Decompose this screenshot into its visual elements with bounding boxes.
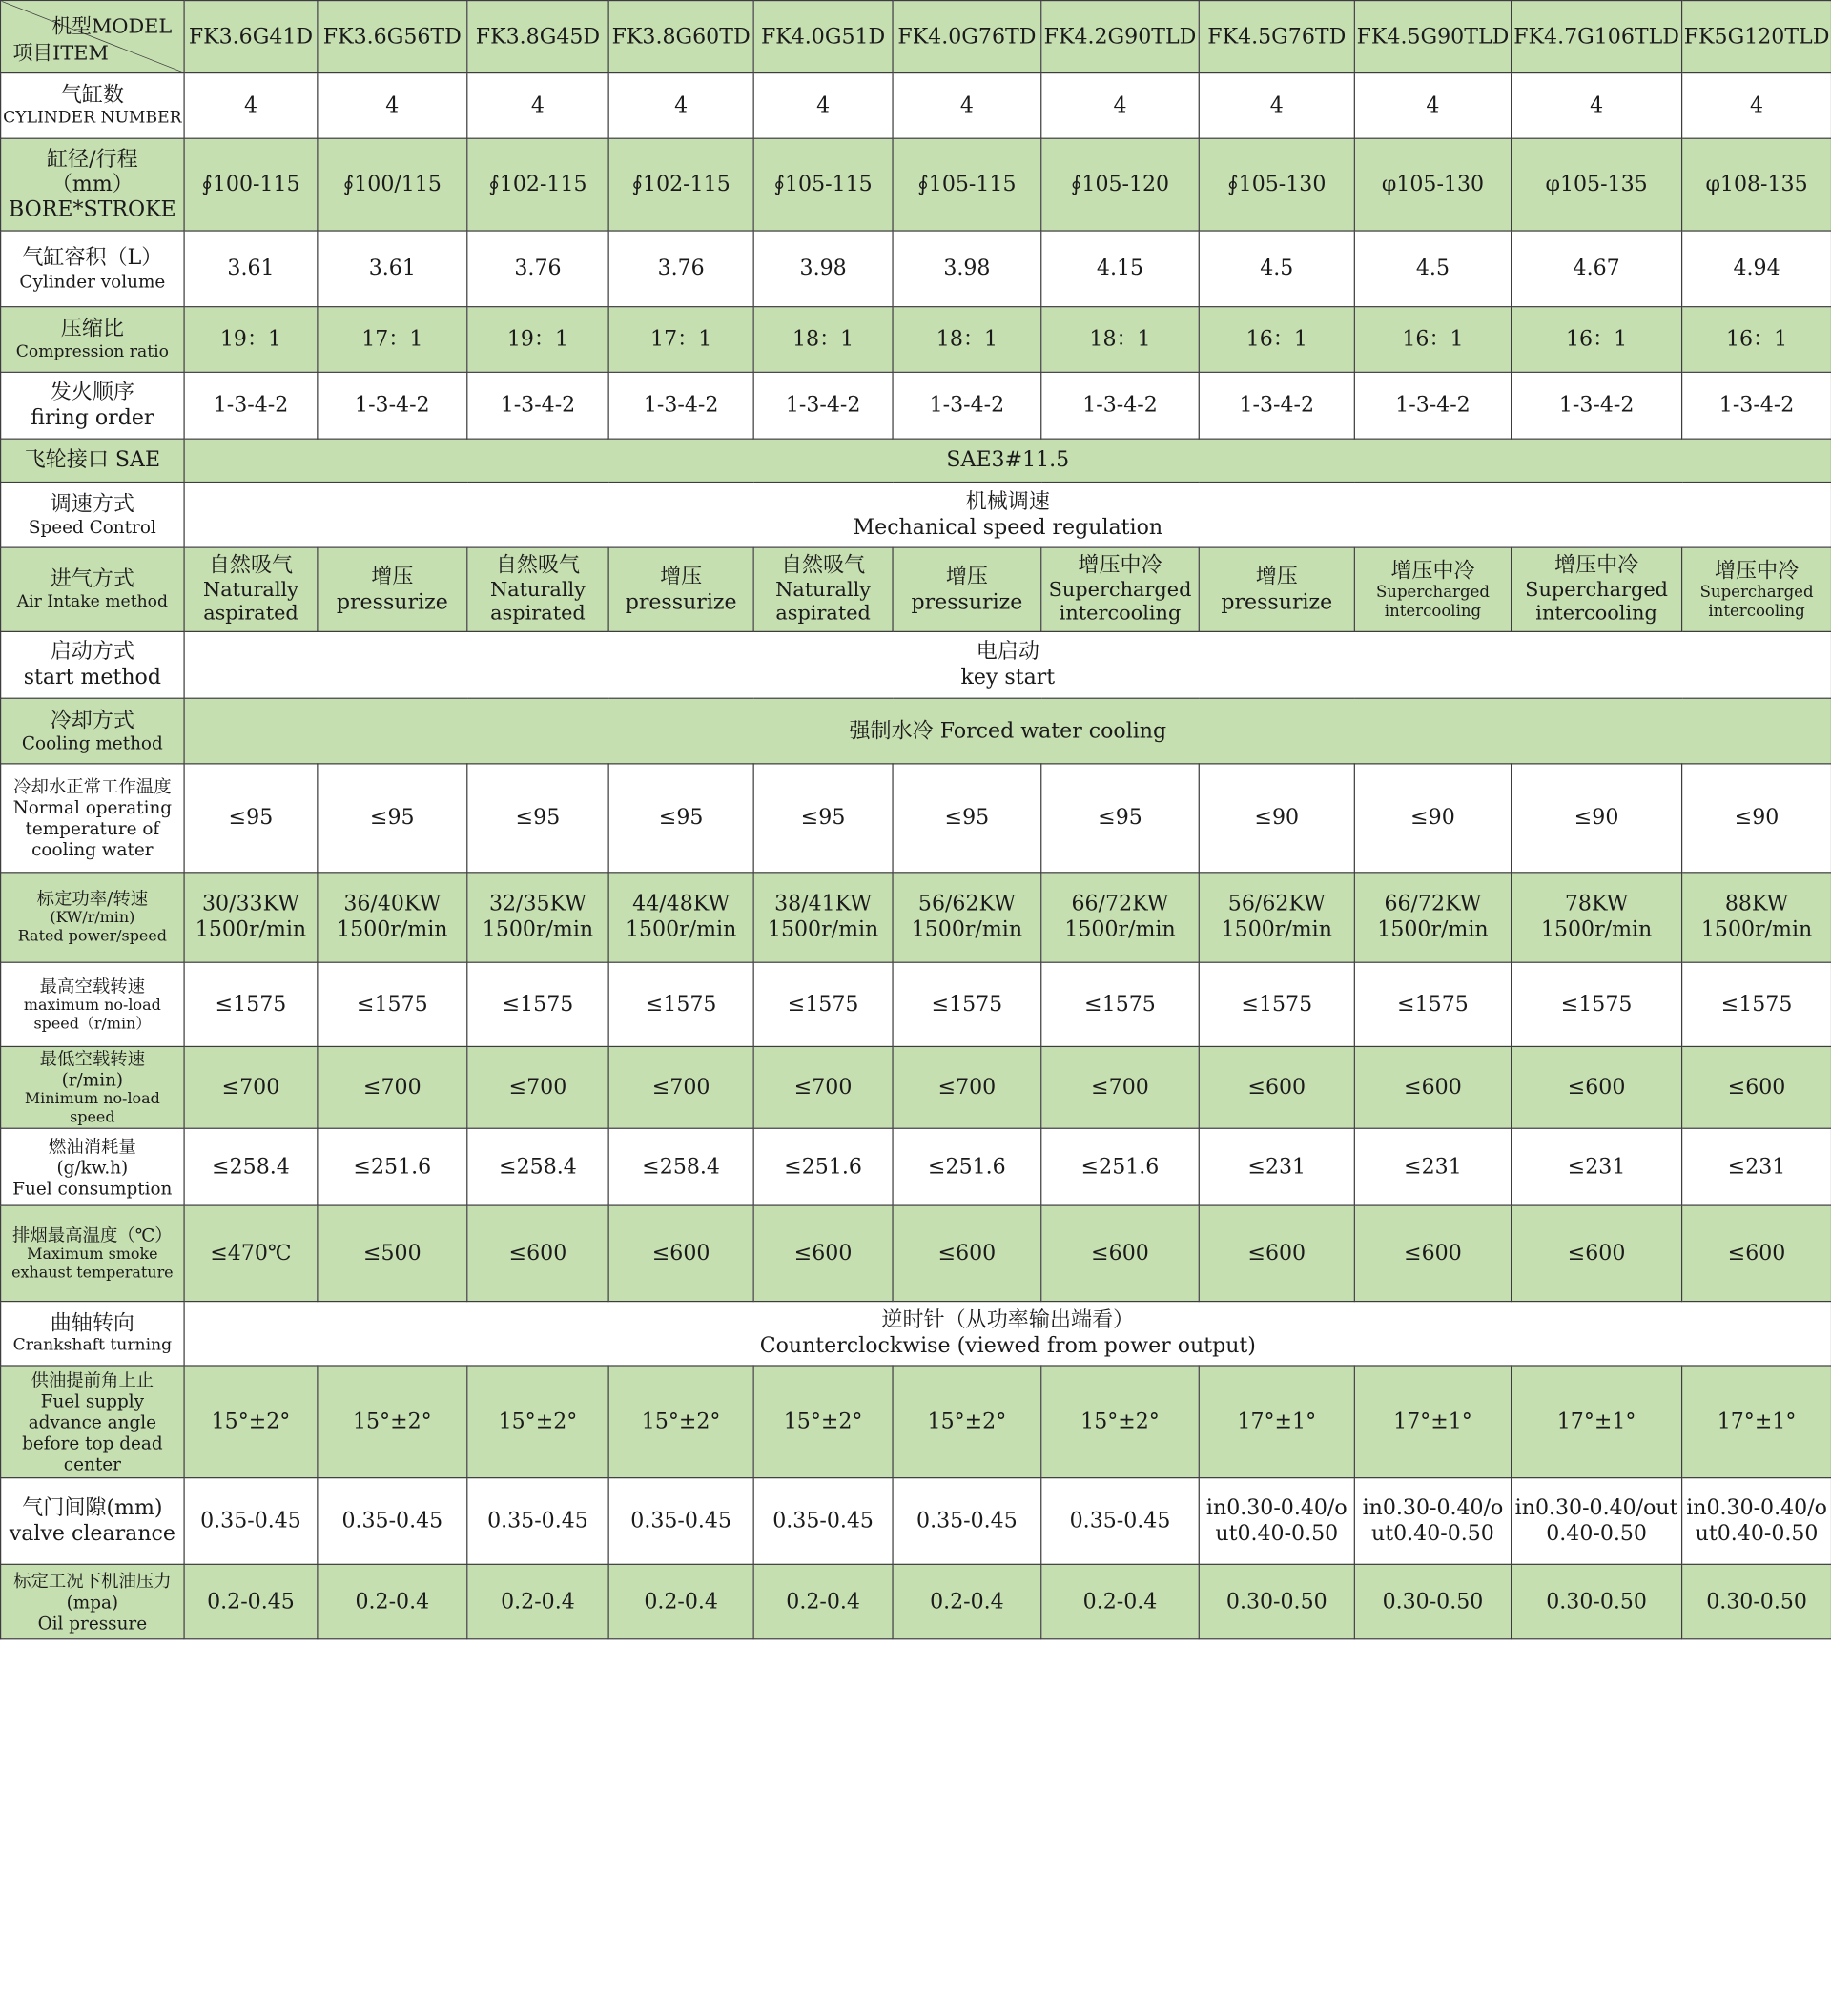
max-noload-speed-row bbox=[1, 962, 1831, 1046]
spec-cell: ≤1575 bbox=[608, 962, 753, 1046]
spec-cell: 15°±2° bbox=[893, 1366, 1041, 1478]
spec-cell: 3.76 bbox=[608, 231, 753, 307]
spec-cell: 16：1 bbox=[1199, 307, 1354, 373]
spec-cell: 0.35-0.45 bbox=[467, 1478, 608, 1565]
min-noload-speed-row bbox=[1, 1046, 1831, 1128]
spec-cell: ≤600 bbox=[1354, 1046, 1511, 1128]
spec-cell: 0.35-0.45 bbox=[318, 1478, 467, 1565]
spec-cell: 66/72KW 1500r/min bbox=[1041, 873, 1200, 962]
spec-cell: ≤251.6 bbox=[1041, 1128, 1200, 1205]
spec-cell: 15°±2° bbox=[467, 1366, 608, 1478]
spec-cell: 17：1 bbox=[318, 307, 467, 373]
spec-cell: 1-3-4-2 bbox=[1199, 372, 1354, 439]
spec-cell: 44/48KW 1500r/min bbox=[608, 873, 753, 962]
spec-cell: ≤700 bbox=[893, 1046, 1041, 1128]
spec-cell: ∮105-115 bbox=[893, 138, 1041, 231]
spec-cell: 17°±1° bbox=[1682, 1366, 1831, 1478]
spec-cell: ∮105-120 bbox=[1041, 138, 1200, 231]
row-label: 气缸容积（L） Cylinder volume bbox=[1, 231, 184, 307]
spec-cell: ≤90 bbox=[1199, 764, 1354, 873]
spec-cell: ≤1575 bbox=[1041, 962, 1200, 1046]
spec-cell: ≤600 bbox=[1041, 1205, 1200, 1301]
model-header: FK4.7G106TLD bbox=[1512, 1, 1682, 73]
spec-cell: in0.30-0.40/out0.40-0.50 bbox=[1199, 1478, 1354, 1565]
spec-cell: 0.2-0.4 bbox=[467, 1564, 608, 1638]
row-label: 飞轮接口 SAE bbox=[1, 439, 184, 482]
spec-cell: 0.35-0.45 bbox=[184, 1478, 318, 1565]
spec-cell: ≤231 bbox=[1682, 1128, 1831, 1205]
spec-cell: ≤95 bbox=[318, 764, 467, 873]
spec-cell: 0.35-0.45 bbox=[893, 1478, 1041, 1565]
row-label: 曲轴转向 Crankshaft turning bbox=[1, 1302, 184, 1366]
spec-cell: ≤231 bbox=[1512, 1128, 1682, 1205]
spec-cell: ≤600 bbox=[1682, 1205, 1831, 1301]
spec-cell: ≤470℃ bbox=[184, 1205, 318, 1301]
row-label: 排烟最高温度（℃） Maximum smoke exhaust temperature bbox=[1, 1205, 184, 1301]
spec-cell: 38/41KW 1500r/min bbox=[753, 873, 893, 962]
spec-cell: 17：1 bbox=[608, 307, 753, 373]
spec-cell: ≤231 bbox=[1354, 1128, 1511, 1205]
spec-cell: 1-3-4-2 bbox=[1354, 372, 1511, 439]
crankshaft-turning-value: 逆时针（从功率输出端看） Counterclockwise (viewed from power output) bbox=[184, 1302, 1831, 1366]
spec-cell: ∮100/115 bbox=[318, 138, 467, 231]
spec-cell: ≤1575 bbox=[184, 962, 318, 1046]
spec-cell: 15°±2° bbox=[753, 1366, 893, 1478]
spec-cell: ≤600 bbox=[1199, 1046, 1354, 1128]
fuel-consumption-row bbox=[1, 1128, 1831, 1205]
spec-cell: ∮102-115 bbox=[608, 138, 753, 231]
spec-cell: 19：1 bbox=[467, 307, 608, 373]
speed-control-row bbox=[1, 483, 1831, 548]
spec-cell: ≤1575 bbox=[467, 962, 608, 1046]
spec-cell: 4 bbox=[753, 73, 893, 139]
row-label: 启动方式 start method bbox=[1, 631, 184, 698]
spec-cell: 16：1 bbox=[1682, 307, 1831, 373]
spec-cell: ≤95 bbox=[893, 764, 1041, 873]
spec-cell: ≤700 bbox=[318, 1046, 467, 1128]
row-label: 最高空载转速 maximum no-load speed（r/min） bbox=[1, 962, 184, 1046]
spec-cell: ≤95 bbox=[753, 764, 893, 873]
spec-cell: 4.67 bbox=[1512, 231, 1682, 307]
cooling-method-row bbox=[1, 698, 1831, 764]
header-row bbox=[1, 1, 1831, 73]
spec-cell: ≤600 bbox=[1354, 1205, 1511, 1301]
model-header: FK4.0G76TD bbox=[893, 1, 1041, 73]
spec-cell: φ105-135 bbox=[1512, 138, 1682, 231]
compression-ratio-row bbox=[1, 307, 1831, 373]
spec-cell: 3.98 bbox=[893, 231, 1041, 307]
spec-cell: 0.2-0.4 bbox=[753, 1564, 893, 1638]
oil-pressure-row bbox=[1, 1564, 1831, 1638]
spec-cell: 4 bbox=[1512, 73, 1682, 139]
row-label: 气门间隙(mm) valve clearance bbox=[1, 1478, 184, 1565]
spec-cell: 1-3-4-2 bbox=[318, 372, 467, 439]
spec-cell: 0.2-0.4 bbox=[318, 1564, 467, 1638]
intake-cell: 增压 pressurize bbox=[1199, 547, 1354, 631]
row-label: 冷却方式 Cooling method bbox=[1, 698, 184, 764]
spec-cell: 15°±2° bbox=[1041, 1366, 1200, 1478]
spec-cell: ≤258.4 bbox=[184, 1128, 318, 1205]
spec-cell: ≤251.6 bbox=[753, 1128, 893, 1205]
model-header: FK3.8G45D bbox=[467, 1, 608, 73]
spec-cell: 18：1 bbox=[753, 307, 893, 373]
corner-header-cell bbox=[1, 1, 184, 73]
cooling-method-value: 强制水冷 Forced water cooling bbox=[184, 698, 1831, 764]
spec-cell: 0.2-0.4 bbox=[893, 1564, 1041, 1638]
spec-cell: 0.2-0.4 bbox=[1041, 1564, 1200, 1638]
spec-cell: 1-3-4-2 bbox=[1512, 372, 1682, 439]
spec-cell: in0.30-0.40/out0.40-0.50 bbox=[1354, 1478, 1511, 1565]
rated-power-row bbox=[1, 873, 1831, 962]
row-label: 标定功率/转速 (KW/r/min) Rated power/speed bbox=[1, 873, 184, 962]
spec-cell: 4.5 bbox=[1199, 231, 1354, 307]
intake-cell: 增压中冷 Supercharged intercooling bbox=[1041, 547, 1200, 631]
spec-cell: 1-3-4-2 bbox=[1041, 372, 1200, 439]
spec-cell: 1-3-4-2 bbox=[753, 372, 893, 439]
spec-cell: ∮105-130 bbox=[1199, 138, 1354, 231]
spec-cell: ≤95 bbox=[184, 764, 318, 873]
spec-cell: 4.15 bbox=[1041, 231, 1200, 307]
corner-model-label: 机型MODEL bbox=[51, 14, 173, 39]
spec-cell: 4 bbox=[184, 73, 318, 139]
spec-cell: 4 bbox=[1199, 73, 1354, 139]
spec-cell: 18：1 bbox=[1041, 307, 1200, 373]
spec-cell: 1-3-4-2 bbox=[184, 372, 318, 439]
row-label: 进气方式 Air Intake method bbox=[1, 547, 184, 631]
spec-cell: ≤600 bbox=[753, 1205, 893, 1301]
start-method-row bbox=[1, 631, 1831, 698]
spec-cell: ≤600 bbox=[608, 1205, 753, 1301]
exhaust-temperature-row bbox=[1, 1205, 1831, 1301]
spec-cell: ≤95 bbox=[608, 764, 753, 873]
corner-item-label: 项目ITEM bbox=[12, 41, 109, 66]
model-header: FK4.5G76TD bbox=[1199, 1, 1354, 73]
spec-cell: 15°±2° bbox=[608, 1366, 753, 1478]
intake-cell: 增压中冷 Supercharged intercooling bbox=[1354, 547, 1511, 631]
model-header: FK5G120TLD bbox=[1682, 1, 1831, 73]
spec-cell: ≤1575 bbox=[1199, 962, 1354, 1046]
valve-clearance-row bbox=[1, 1478, 1831, 1565]
spec-cell: 1-3-4-2 bbox=[1682, 372, 1831, 439]
spec-cell: ≤90 bbox=[1354, 764, 1511, 873]
intake-cell: 增压中冷 Supercharged intercooling bbox=[1682, 547, 1831, 631]
air-intake-row bbox=[1, 547, 1831, 631]
spec-cell: ∮100-115 bbox=[184, 138, 318, 231]
spec-cell: ≤700 bbox=[608, 1046, 753, 1128]
spec-cell: 1-3-4-2 bbox=[893, 372, 1041, 439]
intake-cell: 增压 pressurize bbox=[608, 547, 753, 631]
spec-cell: ≤1575 bbox=[318, 962, 467, 1046]
row-label: 最低空载转速 (r/min) Minimum no-load speed bbox=[1, 1046, 184, 1128]
intake-cell: 增压 pressurize bbox=[318, 547, 467, 631]
spec-cell: 16：1 bbox=[1354, 307, 1511, 373]
crankshaft-turning-row bbox=[1, 1302, 1831, 1366]
spec-cell: 0.2-0.4 bbox=[608, 1564, 753, 1638]
spec-cell: 17°±1° bbox=[1512, 1366, 1682, 1478]
row-label: 标定工况下机油压力 (mpa) Oil pressure bbox=[1, 1564, 184, 1638]
flywheel-value: SAE3#11.5 bbox=[184, 439, 1831, 482]
spec-cell: ≤95 bbox=[467, 764, 608, 873]
spec-cell: 0.30-0.50 bbox=[1354, 1564, 1511, 1638]
spec-cell: φ108-135 bbox=[1682, 138, 1831, 231]
spec-cell: ≤258.4 bbox=[467, 1128, 608, 1205]
intake-cell: 自然吸气 Naturally aspirated bbox=[467, 547, 608, 631]
spec-cell: ≤90 bbox=[1512, 764, 1682, 873]
spec-cell: 4 bbox=[893, 73, 1041, 139]
spec-cell: 16：1 bbox=[1512, 307, 1682, 373]
spec-cell: 3.98 bbox=[753, 231, 893, 307]
row-label: 燃油消耗量 (g/kw.h) Fuel consumption bbox=[1, 1128, 184, 1205]
model-header: FK4.2G90TLD bbox=[1041, 1, 1200, 73]
spec-cell: 0.2-0.45 bbox=[184, 1564, 318, 1638]
bore-stroke-row bbox=[1, 138, 1831, 231]
spec-cell: 0.35-0.45 bbox=[753, 1478, 893, 1565]
speed-control-value: 机械调速 Mechanical speed regulation bbox=[184, 483, 1831, 548]
cylinder-volume-row bbox=[1, 231, 1831, 307]
spec-cell: φ105-130 bbox=[1354, 138, 1511, 231]
spec-cell: ∮105-115 bbox=[753, 138, 893, 231]
spec-cell: 3.76 bbox=[467, 231, 608, 307]
spec-cell: ≤1575 bbox=[1354, 962, 1511, 1046]
spec-cell: 36/40KW 1500r/min bbox=[318, 873, 467, 962]
spec-cell: ≤95 bbox=[1041, 764, 1200, 873]
model-header: FK3.6G41D bbox=[184, 1, 318, 73]
spec-cell: 4 bbox=[1354, 73, 1511, 139]
spec-cell: ≤700 bbox=[753, 1046, 893, 1128]
spec-cell: ≤1575 bbox=[753, 962, 893, 1046]
water-temperature-row bbox=[1, 764, 1831, 873]
spec-cell: ∮102-115 bbox=[467, 138, 608, 231]
spec-cell: ≤251.6 bbox=[893, 1128, 1041, 1205]
row-label: 调速方式 Speed Control bbox=[1, 483, 184, 548]
spec-cell: ≤1575 bbox=[1682, 962, 1831, 1046]
row-label: 缸径/行程 （mm） BORE*STROKE bbox=[1, 138, 184, 231]
row-label: 冷却水正常工作温度 Normal operating temperature of cooling water bbox=[1, 764, 184, 873]
spec-cell: 0.30-0.50 bbox=[1199, 1564, 1354, 1638]
model-header: FK3.6G56TD bbox=[318, 1, 467, 73]
model-header: FK4.5G90TLD bbox=[1354, 1, 1511, 73]
spec-cell: ≤600 bbox=[1199, 1205, 1354, 1301]
spec-cell: in0.30-0.40/out0.40-0.50 bbox=[1682, 1478, 1831, 1565]
row-label: 供油提前角上止 Fuel supply advance angle before top dead center bbox=[1, 1366, 184, 1478]
spec-cell: 78KW 1500r/min bbox=[1512, 873, 1682, 962]
spec-cell: 88KW 1500r/min bbox=[1682, 873, 1831, 962]
spec-cell: 1-3-4-2 bbox=[608, 372, 753, 439]
spec-cell: in0.30-0.40/out0.40-0.50 bbox=[1512, 1478, 1682, 1565]
spec-cell: 32/35KW 1500r/min bbox=[467, 873, 608, 962]
spec-cell: ≤600 bbox=[1512, 1046, 1682, 1128]
spec-cell: 17°±1° bbox=[1354, 1366, 1511, 1478]
spec-cell: 0.30-0.50 bbox=[1512, 1564, 1682, 1638]
spec-cell: 19：1 bbox=[184, 307, 318, 373]
spec-cell: 15°±2° bbox=[184, 1366, 318, 1478]
spec-cell: 3.61 bbox=[318, 231, 467, 307]
row-label: 压缩比 Compression ratio bbox=[1, 307, 184, 373]
spec-cell: 4 bbox=[1682, 73, 1831, 139]
spec-cell: 56/62KW 1500r/min bbox=[893, 873, 1041, 962]
spec-cell: ≤90 bbox=[1682, 764, 1831, 873]
spec-cell: ≤1575 bbox=[1512, 962, 1682, 1046]
spec-cell: 1-3-4-2 bbox=[467, 372, 608, 439]
spec-cell: 4.5 bbox=[1354, 231, 1511, 307]
spec-cell: 15°±2° bbox=[318, 1366, 467, 1478]
spec-cell: ≤231 bbox=[1199, 1128, 1354, 1205]
flywheel-row bbox=[1, 439, 1831, 482]
spec-cell: ≤600 bbox=[1512, 1205, 1682, 1301]
spec-cell: 0.35-0.45 bbox=[608, 1478, 753, 1565]
model-header: FK4.0G51D bbox=[753, 1, 893, 73]
spec-cell: 4.94 bbox=[1682, 231, 1831, 307]
spec-cell: ≤1575 bbox=[893, 962, 1041, 1046]
spec-cell: 4 bbox=[608, 73, 753, 139]
spec-cell: 56/62KW 1500r/min bbox=[1199, 873, 1354, 962]
start-method-value: 电启动 key start bbox=[184, 631, 1831, 698]
spec-cell: 0.35-0.45 bbox=[1041, 1478, 1200, 1565]
spec-cell: ≤700 bbox=[1041, 1046, 1200, 1128]
model-header: FK3.8G60TD bbox=[608, 1, 753, 73]
intake-cell: 自然吸气 Naturally aspirated bbox=[753, 547, 893, 631]
spec-cell: ≤600 bbox=[1682, 1046, 1831, 1128]
advance-angle-row bbox=[1, 1366, 1831, 1478]
intake-cell: 增压 pressurize bbox=[893, 547, 1041, 631]
spec-cell: 18：1 bbox=[893, 307, 1041, 373]
spec-cell: ≤600 bbox=[893, 1205, 1041, 1301]
spec-cell: ≤251.6 bbox=[318, 1128, 467, 1205]
spec-cell: 4 bbox=[467, 73, 608, 139]
spec-cell: 0.30-0.50 bbox=[1682, 1564, 1831, 1638]
spec-cell: 3.61 bbox=[184, 231, 318, 307]
spec-cell: 30/33KW 1500r/min bbox=[184, 873, 318, 962]
spec-cell: ≤258.4 bbox=[608, 1128, 753, 1205]
cylinders-row bbox=[1, 73, 1831, 139]
spec-cell: 4 bbox=[318, 73, 467, 139]
spec-cell: ≤700 bbox=[184, 1046, 318, 1128]
spec-cell: ≤500 bbox=[318, 1205, 467, 1301]
spec-cell: ≤600 bbox=[467, 1205, 608, 1301]
spec-cell: ≤700 bbox=[467, 1046, 608, 1128]
spec-cell: 4 bbox=[1041, 73, 1200, 139]
intake-cell: 增压中冷 Supercharged intercooling bbox=[1512, 547, 1682, 631]
spec-cell: 17°±1° bbox=[1199, 1366, 1354, 1478]
row-label: 气缸数 CYLINDER NUMBER bbox=[1, 73, 184, 139]
row-label: 发火顺序 firing order bbox=[1, 372, 184, 439]
firing-order-row bbox=[1, 372, 1831, 439]
spec-cell: 66/72KW 1500r/min bbox=[1354, 873, 1511, 962]
intake-cell: 自然吸气 Naturally aspirated bbox=[184, 547, 318, 631]
